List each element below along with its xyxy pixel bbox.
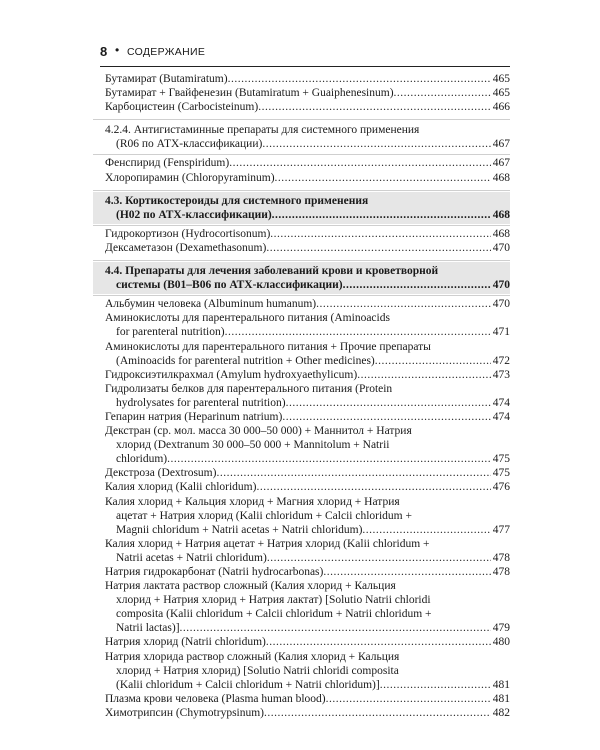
running-header [100,40,510,67]
toc-entry[interactable] [105,86,510,100]
toc-page-number: 470 [492,298,510,311]
section-divider [93,225,510,226]
toc-page-number: 477 [492,523,510,536]
toc-entry[interactable] [105,706,510,720]
toc-entry-title: хлорид (Dextranum 30 000–50 000 + Mannitolum + Natrii [116,439,390,452]
dot-leader [267,551,491,565]
toc-entry-title: for parenteral nutrition) [116,326,225,339]
toc-entry-title: hydrolysates for parenteral nutrition) [116,396,286,409]
toc-entry-title: Natrii lactas)] [116,622,180,635]
dot-leader [258,100,491,114]
toc-entry[interactable] [105,466,510,480]
toc-entry-title: Дексаметазон (Dexamethasonum) [105,241,267,254]
toc-page-number: 476 [492,481,510,494]
spacer [105,185,510,189]
dot-leader [262,137,490,151]
toc-entry[interactable] [105,227,510,241]
running-title: СОДЕРЖАНИЕ [127,46,206,58]
dot-leader [228,72,491,86]
toc-entry-title: Химотрипсин (Chymotrypsinum) [105,706,265,719]
toc-page-number: 468 [492,227,510,240]
dot-leader [380,678,491,692]
toc-entry-title: Декстран (ср. мол. масса 30 000–50 000) + Маннитол + Натрия [105,425,412,438]
dot-leader [343,278,491,292]
toc-entry-title: Аминокислоты для парентерального питания + Прочие препараты [105,340,431,353]
toc-entry[interactable] [105,382,510,410]
toc-page-number: 475 [492,467,510,480]
toc-entry[interactable] [105,692,510,706]
section-divider [93,295,510,296]
toc-page-number: 474 [492,410,510,423]
toc-entry-title: Гидролизаты белков для парентерального питания (Protein [105,382,393,395]
toc-entry-title: Калия хлорид + Кальция хлорид + Магния хлорид + Натрия [105,495,400,508]
section-divider [93,119,510,120]
toc-entry-title: Фенспирид (Fenspiridum) [105,157,230,170]
toc-page-number: 481 [492,678,510,691]
spacer [105,114,510,118]
toc-page-number: 470 [492,241,510,254]
toc-entry[interactable] [105,410,510,424]
toc-page-number: 473 [492,368,510,381]
toc-entry-title: (H02 по АТХ-классификации) [116,208,272,221]
toc-entry[interactable] [105,537,510,565]
toc-entry[interactable] [105,72,510,86]
toc-entry-title: Натрия хлорид (Natrii chloridum) [105,636,266,649]
dot-leader [272,208,491,222]
dot-leader [180,621,491,635]
toc-page-number: 465 [492,73,510,85]
toc-entry-title: Бутамират (Butamiratum) [105,73,228,85]
toc-entry[interactable] [105,424,510,466]
section-divider [93,190,510,191]
toc-entry-title: Хлоропирамин (Chloropyraminum) [105,171,275,184]
toc-entry-title: Натрия хлорида раствор сложный (Калия хлорид + Кальция [105,650,400,663]
toc-entry-title: (Kalii chloridum + Calcii chloridum + Natrii chloridum)] [116,678,380,691]
dot-leader [286,396,491,410]
toc-entry[interactable] [105,565,510,579]
dot-leader [275,171,491,185]
toc-page-number: 467 [492,138,510,151]
dot-leader [362,523,490,537]
toc-entry-title: chloridum) [116,453,168,466]
toc-page-number: 471 [492,326,510,339]
dot-leader [316,297,491,311]
dot-leader [270,227,490,241]
toc-entry-title: Magnii chloridum + Natrii acetas + Natrii chloridum) [116,523,363,536]
toc-entry-title: Натрия лактата раствор сложный (Калия хлорид + Кальция [105,580,396,593]
toc-page-number: 466 [492,101,510,114]
dot-leader [167,452,491,466]
toc-entry-title: Natrii acetas + Natrii chloridum) [116,551,267,564]
toc-page-number: 465 [492,87,510,100]
toc-page-number: 472 [492,354,510,367]
toc-entry-title: Натрия гидрокарбонат (Natrii hydrocarbonas) [105,566,324,578]
dot-leader [375,354,491,368]
toc-entry-title: (Aminoacids for parenteral nutrition + Other medicines) [116,354,375,367]
toc-page-number: 468 [492,171,510,184]
toc-entry-title: системы (B01–B06 по АТХ-классификации) [116,279,343,292]
toc-page-number: 478 [492,551,510,564]
toc-entry-title: Калия хлорид (Kalii chloridum) [105,481,257,494]
dot-leader [229,156,491,170]
toc-entry[interactable] [105,297,510,311]
toc-entry[interactable] [105,495,510,537]
toc-entry[interactable] [105,579,510,635]
toc-section-heading[interactable] [93,121,510,153]
toc-entry-title: Гепарин натрия (Heparinum natrium) [105,410,283,423]
toc-page-number: 481 [492,692,510,705]
toc-entry-title: composita (Kalii chloridum + Calcii chloridum + Natrii chloridum + [116,608,432,621]
toc-entry-title: ацетат + Натрия хлорид (Kalii chloridum + Calcii chloridum + [116,509,412,522]
toc-entry-title: хлорид + Натрия хлорид + Натрия лактат) [Solutio Natrii chloridi [116,594,431,607]
dot-leader [266,241,490,255]
dot-leader [266,635,491,649]
toc-entry[interactable] [105,311,510,339]
toc-entry-title: 4.2.4. Антигистаминные препараты для системного применения [105,124,420,137]
toc-page-number: 475 [492,453,510,466]
toc-entry-title: Альбумин человека (Albuminum humanum) [105,298,317,311]
toc-page-number: 467 [492,157,510,170]
toc-page-number: 474 [492,396,510,409]
toc-entry[interactable] [105,368,510,382]
toc-entry-title: 4.3. Кортикостероиды для системного применения [105,194,369,207]
toc-entry[interactable] [105,171,510,185]
toc-entry[interactable] [105,340,510,368]
toc-entry-title: (R06 по АТХ-классификации) [116,138,263,151]
section-divider [93,154,510,155]
toc-entry-title: хлорид + Натрия хлорид) [Solutio Natrii chloridi composita [116,664,399,677]
toc-page-number: 480 [492,636,510,649]
section-divider [93,260,510,261]
toc-entry-title: Калия хлорид + Натрия ацетат + Натрия хлорид (Kalii chloridum + [105,537,430,550]
page-number: 8 [100,44,108,59]
toc-entry[interactable] [105,480,510,494]
toc-entry-title: Карбоцистеин (Carbocisteinum) [105,101,259,114]
dot-leader [225,325,491,339]
dot-leader [216,466,490,480]
dot-leader [323,565,490,579]
toc-entry[interactable] [105,100,510,114]
toc-section-heading[interactable] [93,192,510,224]
toc-entry-title: Гидрокортизон (Hydrocortisonum) [105,227,271,240]
toc-page-number: 468 [492,208,510,221]
dot-leader [326,692,491,706]
toc-entry-title: Плазма крови человека (Plasma human blood) [105,692,326,705]
toc-section-heading[interactable] [93,262,510,294]
bullet-separator: • [115,43,120,57]
table-of-contents [105,72,510,720]
dot-leader [256,480,490,494]
spacer [105,255,510,259]
toc-entry-title: Аминокислоты для парентерального питания (Aminoacids [105,312,390,325]
toc-page-number: 478 [492,566,510,578]
dot-leader [394,86,491,100]
toc-entry-title: Гидроксиэтилкрахмал (Amylum hydroxyaethylicum) [105,368,358,381]
dot-leader [357,368,491,382]
toc-page-number: 470 [492,279,510,292]
toc-entry[interactable] [105,650,510,692]
toc-entry[interactable] [105,635,510,649]
toc-entry[interactable] [105,241,510,255]
toc-entry-title: Бутамират + Гвайфенезин (Butamiratum + Guaiphenesinum) [105,87,394,100]
dot-leader [264,706,491,720]
toc-entry-title: Декстроза (Dextrosum) [105,467,217,480]
dot-leader [282,410,490,424]
toc-page-number: 482 [492,706,510,719]
toc-entry-title: 4.4. Препараты для лечения заболеваний крови и кроветворной [105,265,439,278]
toc-page-number: 479 [492,622,510,635]
toc-entry[interactable] [105,156,510,170]
